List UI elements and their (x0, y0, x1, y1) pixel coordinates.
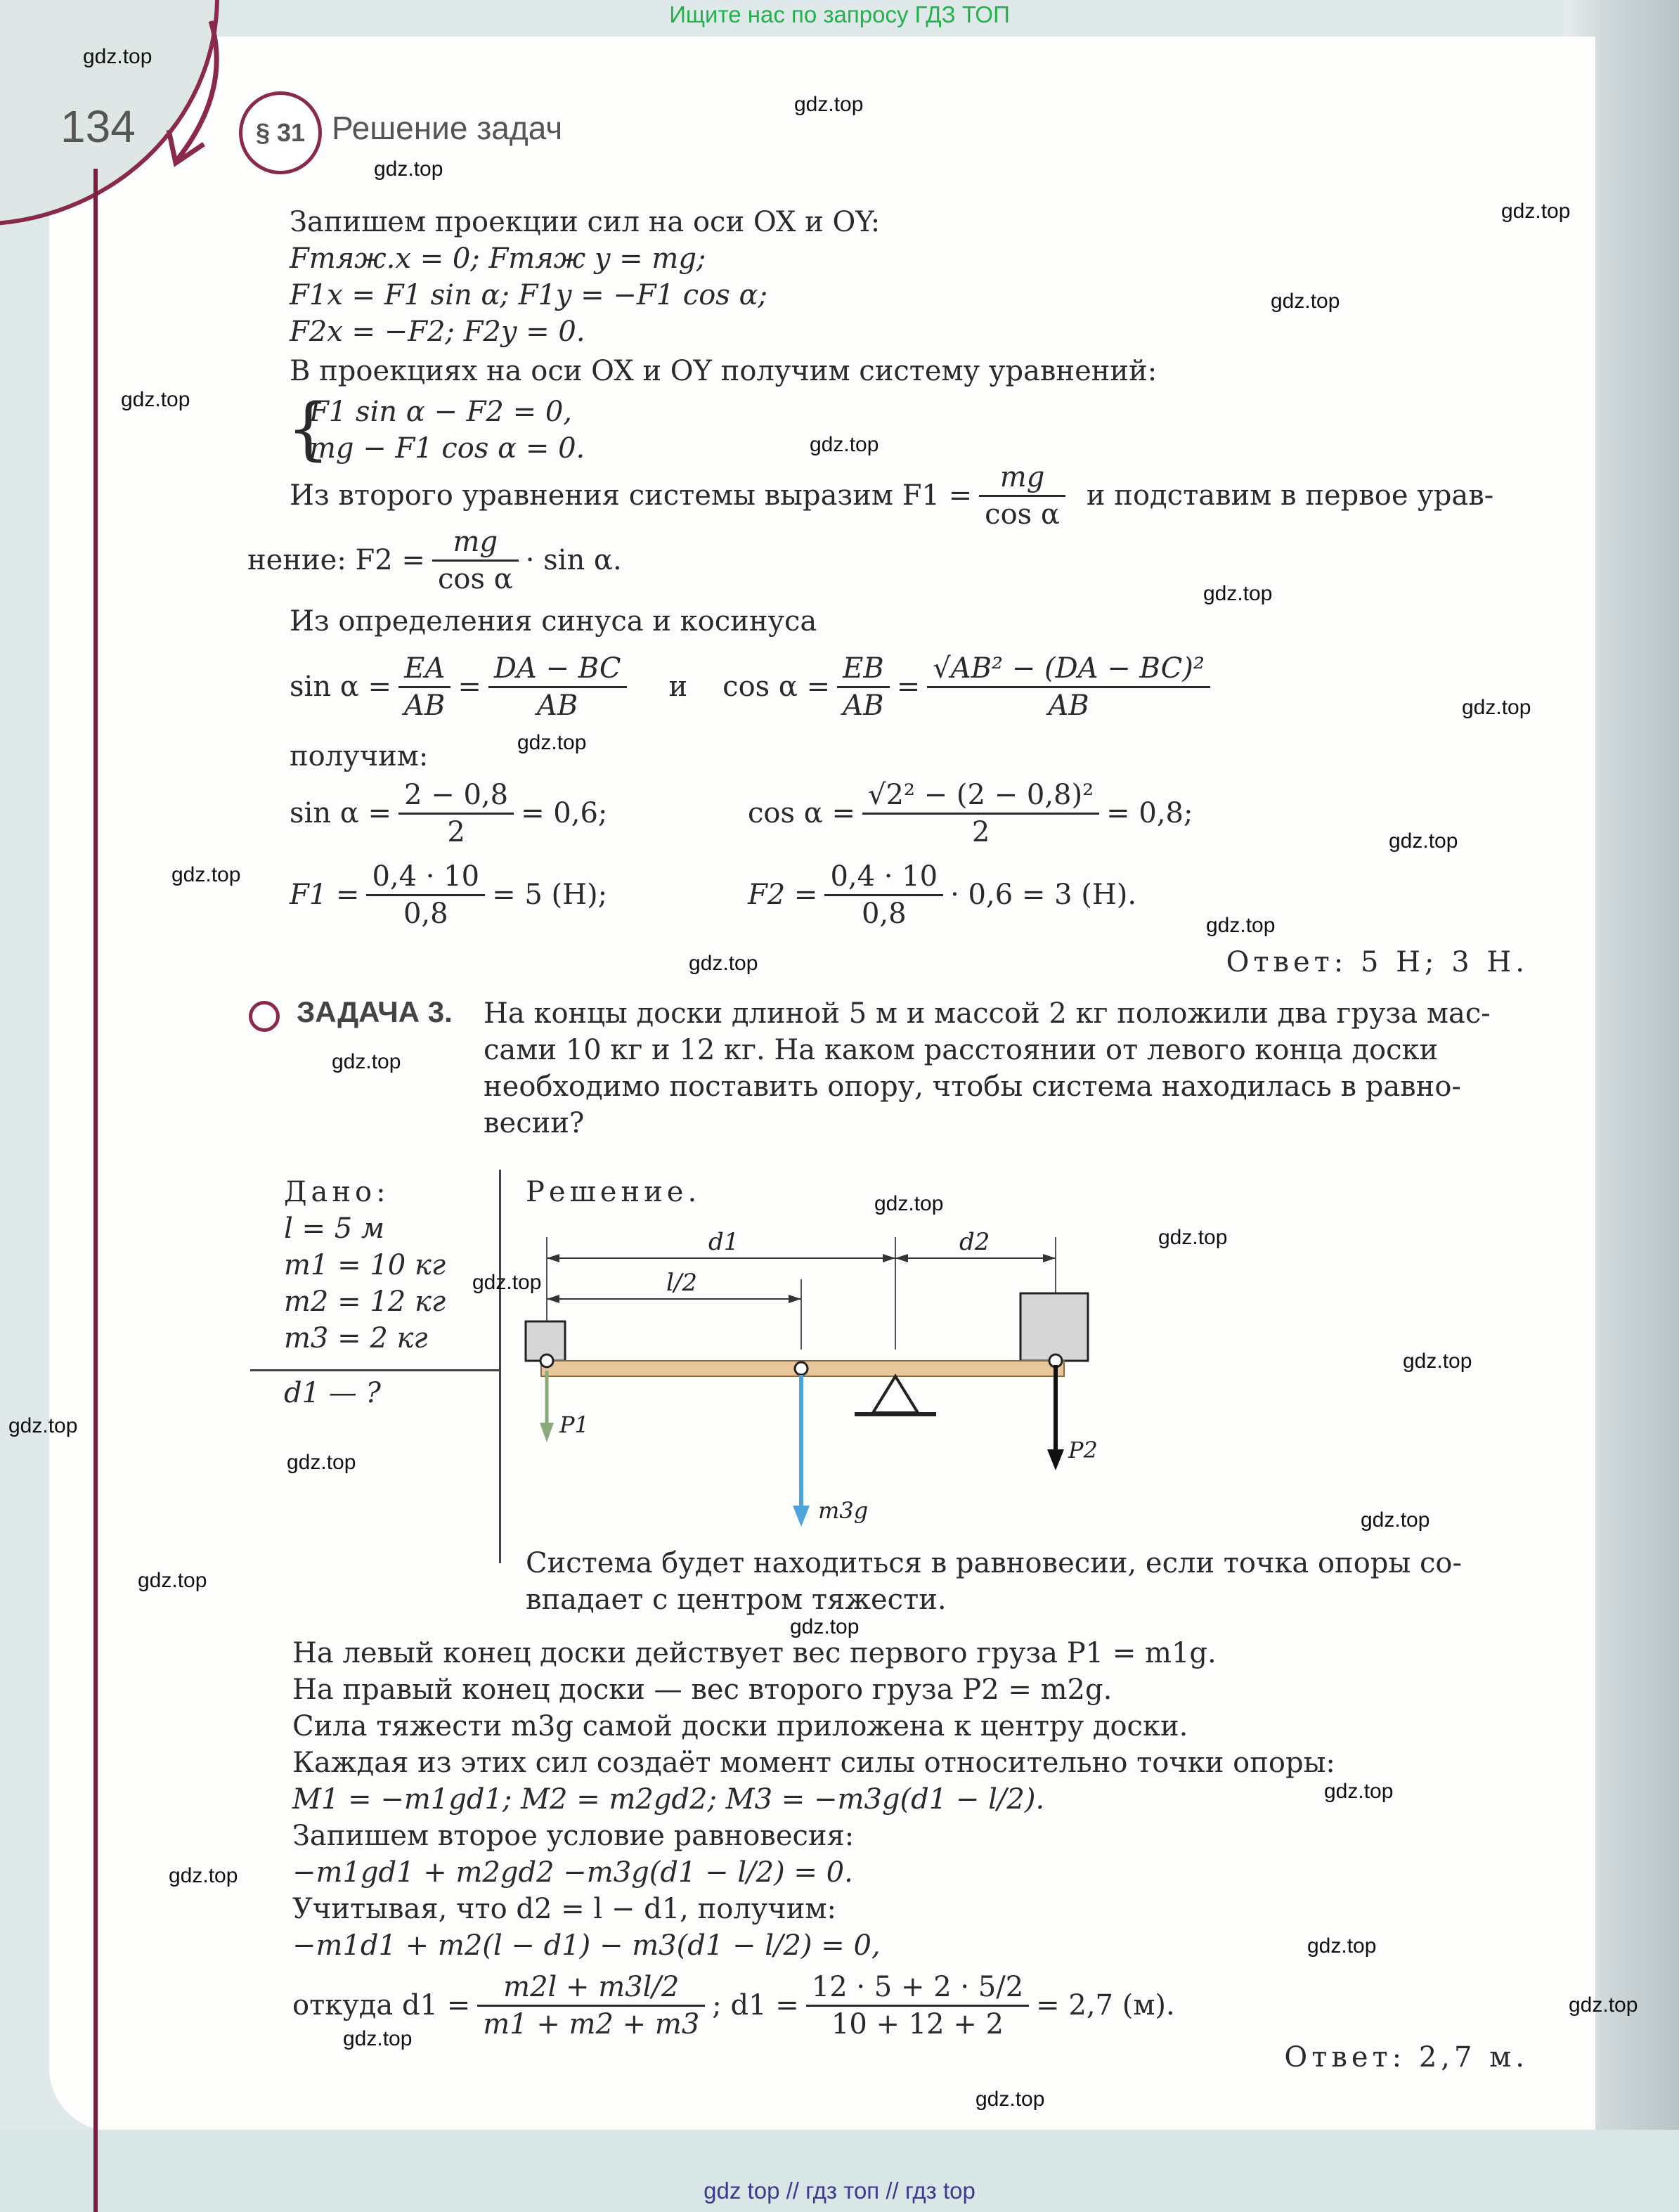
text-fragment: F1 = (290, 879, 360, 911)
watermark: gdz.top (343, 2027, 413, 2050)
text-fragment: нение: F2 = (247, 544, 425, 576)
label-d1: d1 (708, 1228, 739, 1256)
watermark: gdz.top (975, 2088, 1045, 2111)
fraction-denominator: 2 (447, 815, 465, 848)
given-item: l = 5 м (284, 1212, 385, 1245)
fraction-denominator: 2 (971, 815, 990, 848)
weight-large (1020, 1293, 1088, 1361)
arrowhead (793, 1506, 810, 1527)
text-line: получим: (290, 740, 429, 772)
text-line: Запишем проекции сил на оси OX и OY: (290, 206, 881, 238)
fraction-denominator: 0,8 (861, 897, 907, 930)
watermark: gdz.top (169, 1864, 238, 1887)
label-m3g: m3g (818, 1497, 869, 1524)
formula-line: Fтяж.x = 0; Fтяж y = mg; (290, 242, 706, 275)
watermark: gdz.top (1569, 1993, 1638, 2017)
text-fragment: sin α = (290, 671, 392, 703)
fraction (398, 651, 450, 723)
watermark: gdz.top (83, 45, 153, 68)
find-item: d1 — ? (284, 1377, 381, 1409)
system-equation-2: mg − F1 cos α = 0. (309, 432, 585, 465)
fraction (398, 777, 514, 850)
text-line: В проекциях на оси OX и OY получим систему уравнений: (290, 355, 1158, 387)
fraction-numerator: 0,4 · 10 (366, 859, 485, 896)
fraction-denominator: cos α (437, 562, 513, 595)
given-item: m1 = 10 кг (284, 1249, 446, 1281)
text-fragment: Из второго уравнения системы выразим F1 = (290, 479, 973, 512)
watermark: gdz.top (171, 863, 241, 886)
margin-line (93, 169, 98, 2212)
fraction-denominator: 0,8 (403, 897, 448, 930)
text-fragment: · sin α. (525, 544, 622, 576)
watermark: gdz.top (790, 1615, 860, 1638)
watermark: gdz.top (1462, 696, 1531, 719)
watermark: gdz.top (874, 1192, 944, 1215)
section-badge (239, 91, 322, 174)
lever-diagram (492, 1209, 1124, 1546)
fraction-denominator: cos α (985, 498, 1060, 531)
pivot-point (540, 1354, 553, 1367)
system-brace: { (287, 389, 330, 468)
fraction (806, 1970, 1029, 2042)
watermark: gdz.top (1206, 914, 1276, 937)
given-title: Дано: (284, 1176, 390, 1208)
body-line: На правый конец доски — вес второго груза P2 = m2g. (292, 1674, 1113, 1706)
fraction (837, 651, 890, 723)
center-point (795, 1362, 808, 1375)
fraction (824, 859, 943, 931)
fraction (477, 1970, 705, 2042)
fraction-numerator: mg (432, 524, 519, 562)
text-line: Из определения синуса и косинуса (290, 605, 817, 638)
formula-line: F2x = −F2; F2y = 0. (290, 316, 585, 348)
fraction-denominator: m1 + m2 + m3 (483, 2007, 700, 2040)
text-fragment: cos α = (722, 671, 831, 703)
fraction-numerator: DA − BC (488, 651, 627, 688)
watermark: gdz.top (138, 1569, 207, 1592)
watermark: gdz.top (1501, 200, 1571, 223)
task-text-line: На концы доски длиной 5 м и массой 2 кг положили два груза мас- (484, 997, 1491, 1030)
fraction (927, 651, 1210, 723)
section-badge-label: § 31 (255, 118, 306, 147)
label-d2: d2 (959, 1228, 990, 1256)
task-text-line: сами 10 кг и 12 кг. На каком расстоянии от левого конца доски (484, 1034, 1439, 1066)
fraction-denominator: AB (404, 689, 446, 722)
text-fragment: = 0,6; (521, 797, 608, 829)
watermark: gdz.top (1389, 829, 1458, 853)
watermark: gdz.top (8, 1414, 78, 1437)
given-item: m3 = 2 кг (284, 1322, 428, 1354)
task-marker-icon (249, 1001, 280, 1032)
watermark: gdz.top (1271, 290, 1340, 313)
formula-block (290, 775, 607, 852)
support-triangle (873, 1376, 918, 1413)
text-fragment: и подставим в первое урав- (1086, 479, 1494, 512)
solution-line: Система будет находиться в равновесии, если точка опоры со- (526, 1547, 1462, 1579)
watermark: gdz.top (1203, 582, 1273, 605)
formula-block (292, 1967, 1175, 2044)
fraction (366, 859, 485, 931)
fraction-denominator: AB (843, 689, 884, 722)
formula-block (247, 522, 622, 599)
bottom-promo-link[interactable]: gdz top // гдз топ // гдз top (704, 2178, 975, 2204)
fraction-numerator: m2l + m3l/2 (477, 1970, 705, 2007)
label-p2: P2 (1068, 1437, 1098, 1463)
watermark: gdz.top (1324, 1780, 1394, 1803)
label-half: l/2 (666, 1269, 697, 1297)
fraction-numerator: 2 − 0,8 (398, 777, 514, 815)
body-line: Сила тяжести m3g самой доски приложена к центру доски. (292, 1710, 1188, 1742)
fraction-numerator: √AB² − (DA − BC)² (927, 651, 1210, 688)
fraction (432, 524, 519, 597)
text-fragment: откуда d1 = (292, 1989, 471, 2022)
text-fragment: = 5 (Н); (492, 879, 608, 911)
fraction-numerator: 12 · 5 + 2 · 5/2 (806, 1970, 1029, 2007)
formula-block (748, 856, 1136, 933)
system-equation-1: F1 sin α − F2 = 0, (309, 396, 572, 428)
arrowhead (540, 1423, 554, 1442)
body-line: На левый конец доски действует вес первого груза P1 = m1g. (292, 1637, 1217, 1669)
fraction-numerator: EB (837, 651, 890, 688)
text-fragment: sin α = (290, 797, 392, 829)
watermark: gdz.top (794, 93, 864, 116)
given-divider (250, 1369, 500, 1371)
fraction (488, 651, 627, 723)
body-line: Запишем второе условие равновесия: (292, 1820, 855, 1852)
fraction-denominator: AB (537, 689, 578, 722)
fraction-numerator: √2² − (2 − 0,8)² (862, 777, 1099, 815)
top-promo-link[interactable]: Ищите нас по запросу ГДЗ ТОП (669, 1, 1010, 27)
formula-block (290, 856, 607, 933)
fraction-denominator: AB (1048, 689, 1089, 722)
watermark: gdz.top (332, 1050, 401, 1073)
formula-line: F1x = F1 sin α; F1y = −F1 cos α; (290, 279, 768, 311)
fraction (979, 460, 1065, 532)
fraction-denominator: 10 + 12 + 2 (831, 2007, 1004, 2040)
text-fragment: = (896, 671, 921, 703)
task-text-line: необходимо поставить опору, чтобы система находилась в равно- (484, 1071, 1461, 1103)
text-fragment: cos α = (748, 797, 855, 829)
watermark: gdz.top (374, 157, 443, 181)
watermark: gdz.top (689, 952, 758, 975)
watermark: gdz.top (1403, 1350, 1472, 1373)
section-title: Решение задач (332, 110, 563, 146)
body-line: −m1gd1 + m2gd2 −m3g(d1 − l/2) = 0. (292, 1856, 853, 1889)
watermark: gdz.top (472, 1271, 542, 1294)
task-label: ЗАДАЧА 3. (297, 995, 453, 1028)
solution-line: впадает с центром тяжести. (526, 1584, 947, 1616)
formula-block (748, 775, 1193, 852)
body-line: Учитывая, что d2 = l − d1, получим: (292, 1893, 836, 1925)
fraction (862, 777, 1099, 850)
given-item: m2 = 12 кг (284, 1286, 446, 1318)
page-number: 134 (60, 101, 136, 152)
label-p1: P1 (559, 1411, 589, 1438)
fraction-numerator: EA (398, 651, 450, 688)
solution-title: Решение. (526, 1176, 701, 1208)
text-fragment: = (458, 671, 481, 703)
watermark: gdz.top (287, 1451, 356, 1474)
watermark: gdz.top (1158, 1226, 1228, 1249)
text-fragment: = 0,8; (1106, 797, 1193, 829)
text-fragment: = 2,7 (м). (1036, 1989, 1175, 2022)
answer-2: Ответ: 2,7 м. (1284, 2041, 1529, 2074)
text-fragment: · 0,6 = 3 (Н). (950, 879, 1137, 911)
fraction-numerator: 0,4 · 10 (824, 859, 943, 896)
fraction-numerator: mg (979, 460, 1065, 497)
watermark: gdz.top (1307, 1934, 1377, 1958)
body-line: Каждая из этих сил создаёт момент силы относительно точки опоры: (292, 1747, 1335, 1779)
watermark: gdz.top (1361, 1508, 1430, 1532)
body-line: −m1d1 + m2(l − d1) − m3(d1 − l/2) = 0, (292, 1929, 881, 1962)
text-fragment: ; d1 = (712, 1989, 799, 2022)
watermark: gdz.top (121, 388, 190, 411)
body-line: M1 = −m1gd1; M2 = m2gd2; M3 = −m3g(d1 − l/2). (292, 1783, 1045, 1816)
curved-arrow-icon (162, 14, 239, 169)
formula-block (290, 648, 1217, 725)
watermark: gdz.top (517, 731, 587, 754)
task-text-line: весии? (484, 1107, 585, 1139)
watermark: gdz.top (810, 433, 879, 456)
arrowhead (1047, 1449, 1064, 1470)
text-fragment: F2 = (748, 879, 818, 911)
text-fragment: и (668, 671, 688, 703)
answer-1: Ответ: 5 Н; 3 Н. (1226, 946, 1529, 978)
